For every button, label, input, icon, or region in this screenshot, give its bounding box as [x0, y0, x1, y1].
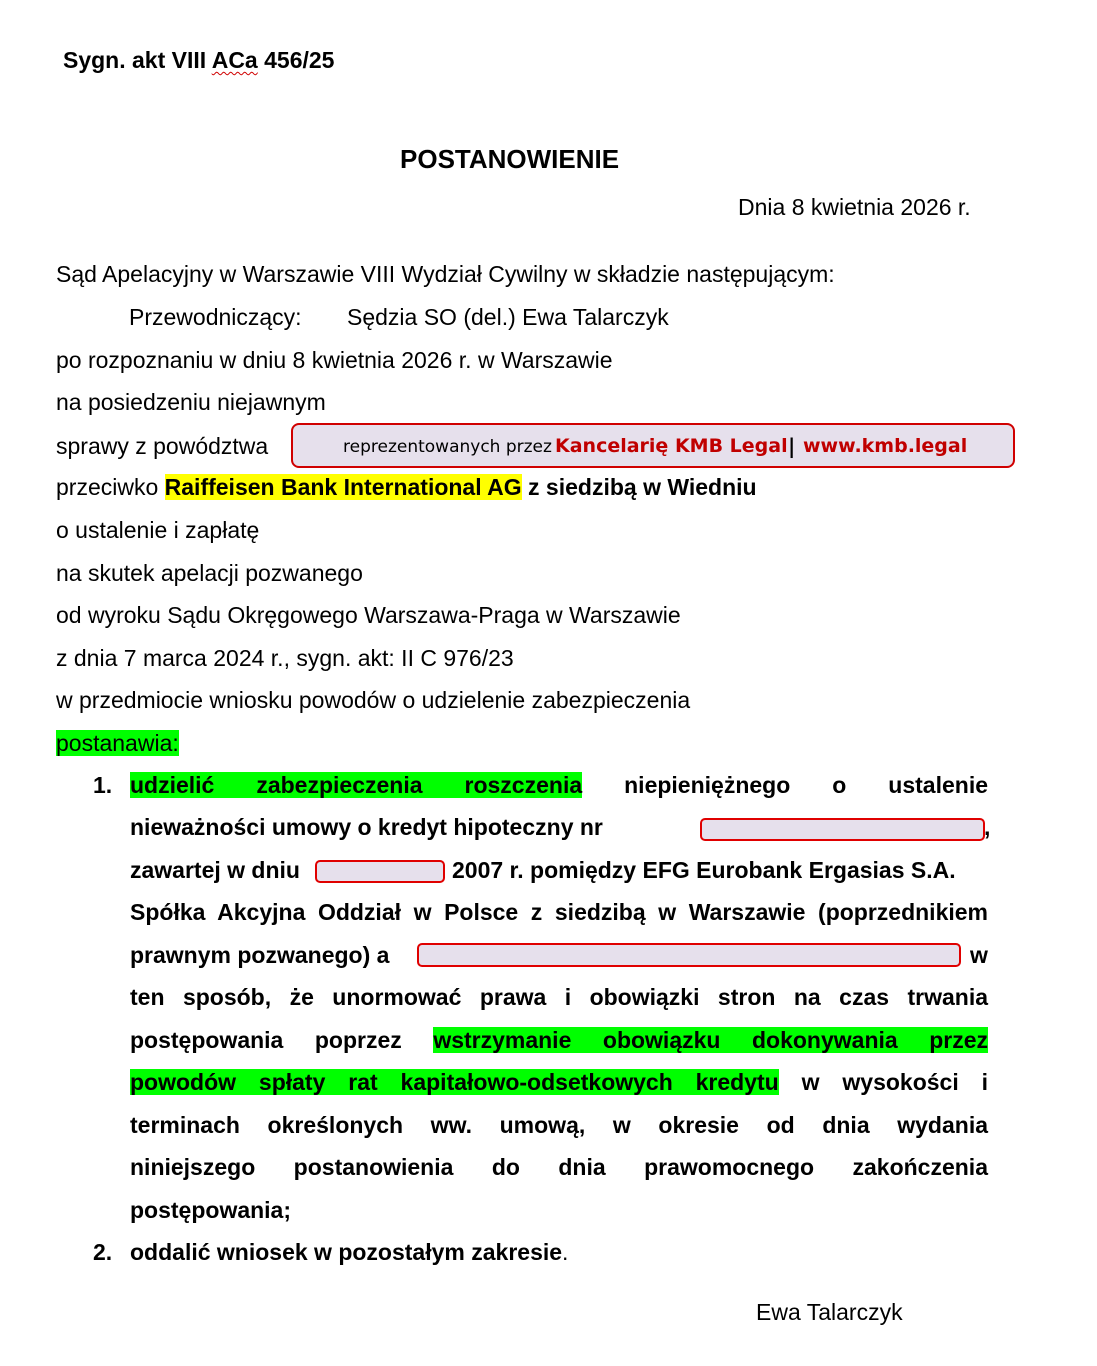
item-1-line-9: terminach określonych ww. umową, w okresie od dnia wydania [130, 1112, 988, 1138]
item-1-line-3a: zawartej w dniu [130, 857, 300, 883]
item-1-line-1-rest: niepieniężnego o ustalenie [624, 772, 988, 798]
case-signature [63, 46, 334, 74]
item-1-line-2-comma: , [984, 814, 991, 840]
decides-line [56, 729, 179, 757]
suspension-highlight-2: powodów spłaty rat kapitałowo-odsetkowych kredytu [130, 1069, 779, 1095]
banner-separator: | [788, 434, 796, 458]
loan-number-redaction [700, 818, 985, 841]
decides-label: postanawia: [56, 730, 179, 756]
chair-label: Przewodniczący: [129, 304, 302, 330]
item-1-line-4: Spółka Akcyjna Oddział w Polsce z siedzibą w Warszawie (poprzednikiem [130, 899, 988, 925]
item-1-line-11: postępowania; [130, 1197, 292, 1223]
item-1-number: 1. [93, 772, 113, 798]
item-1-line-1 [130, 771, 988, 799]
contract-date-redaction [315, 860, 445, 883]
grant-security-highlight: udzielić zabezpieczenia roszczenia [130, 772, 583, 798]
decision-date: Dnia 8 kwietnia 2026 r. [738, 194, 971, 220]
hearing-line: po rozpoznaniu w dniu 8 kwietnia 2026 r. w Warszawie [56, 347, 613, 373]
item-2-body: oddalić wniosek w pozostałym zakresie [130, 1239, 563, 1265]
item-1-line-2: nieważności umowy o kredyt hipoteczny nr [130, 814, 603, 840]
item-1-line-10: niniejszego postanowienia do dnia prawomocnego zakończenia [130, 1154, 988, 1180]
banner-represented-text: reprezentowanych przez [343, 437, 552, 457]
subject-line: o ustalenie i zapłatę [56, 517, 260, 543]
banner-website-link[interactable]: www.kmb.legal [803, 435, 968, 457]
case-signature-suffix: 456/25 [257, 47, 335, 73]
case-signature-flagged-word: ACa [211, 47, 258, 73]
defendant-name: Raiffeisen Bank International AG [164, 474, 522, 500]
item-1-line-5: prawnym pozwanego) a [130, 942, 390, 968]
item-1-line-8-rest: w wysokości i [801, 1069, 989, 1095]
item-2-text [130, 1238, 568, 1266]
session-line: na posiedzeniu niejawnym [56, 389, 326, 415]
defendant-seat: z siedzibą w Wiedniu [528, 474, 757, 500]
case-line: sprawy z powództwa [56, 433, 269, 459]
case-signature-prefix: Sygn. akt VIII [63, 47, 212, 73]
court-composition: Sąd Apelacyjny w Warszawie VIII Wydział Cywilny w składzie następującym: [56, 261, 835, 287]
plaintiff-redaction-banner [291, 423, 1015, 468]
item-1-line-6: ten sposób, że unormować prawa i obowiązki stron na czas trwania [130, 984, 988, 1010]
item-1-line-7-start: postępowania poprzez [130, 1027, 402, 1053]
item-2-number: 2. [93, 1239, 113, 1265]
item-2-period: . [562, 1239, 569, 1265]
document-title: POSTANOWIENIE [400, 144, 620, 174]
judgment-line: od wyroku Sądu Okręgowego Warszawa-Praga w Warszawie [56, 602, 681, 628]
banner-firm-name: Kancelarię KMB Legal [555, 435, 788, 457]
item-1-line-8 [130, 1068, 988, 1096]
chair-name: Sędzia SO (del.) Ewa Talarczyk [347, 304, 669, 330]
item-1-line-7 [130, 1026, 988, 1054]
item-1-line-5-end: w [970, 942, 988, 968]
against-label: przeciwko [56, 474, 159, 500]
defendant-line [56, 473, 757, 501]
judgment-date-line: z dnia 7 marca 2024 r., sygn. akt: II C 976/23 [56, 645, 514, 671]
plaintiffs-names-redaction [417, 943, 961, 967]
judge-signature: Ewa Talarczyk [756, 1299, 903, 1325]
item-1-line-3b: 2007 r. pomiędzy EFG Eurobank Ergasias S.A. [452, 857, 956, 883]
appeal-line: na skutek apelacji pozwanego [56, 560, 363, 586]
motion-line: w przedmiocie wniosku powodów o udzielenie zabezpieczenia [56, 687, 691, 713]
suspension-highlight-1: wstrzymanie obowiązku dokonywania przez [433, 1027, 988, 1053]
